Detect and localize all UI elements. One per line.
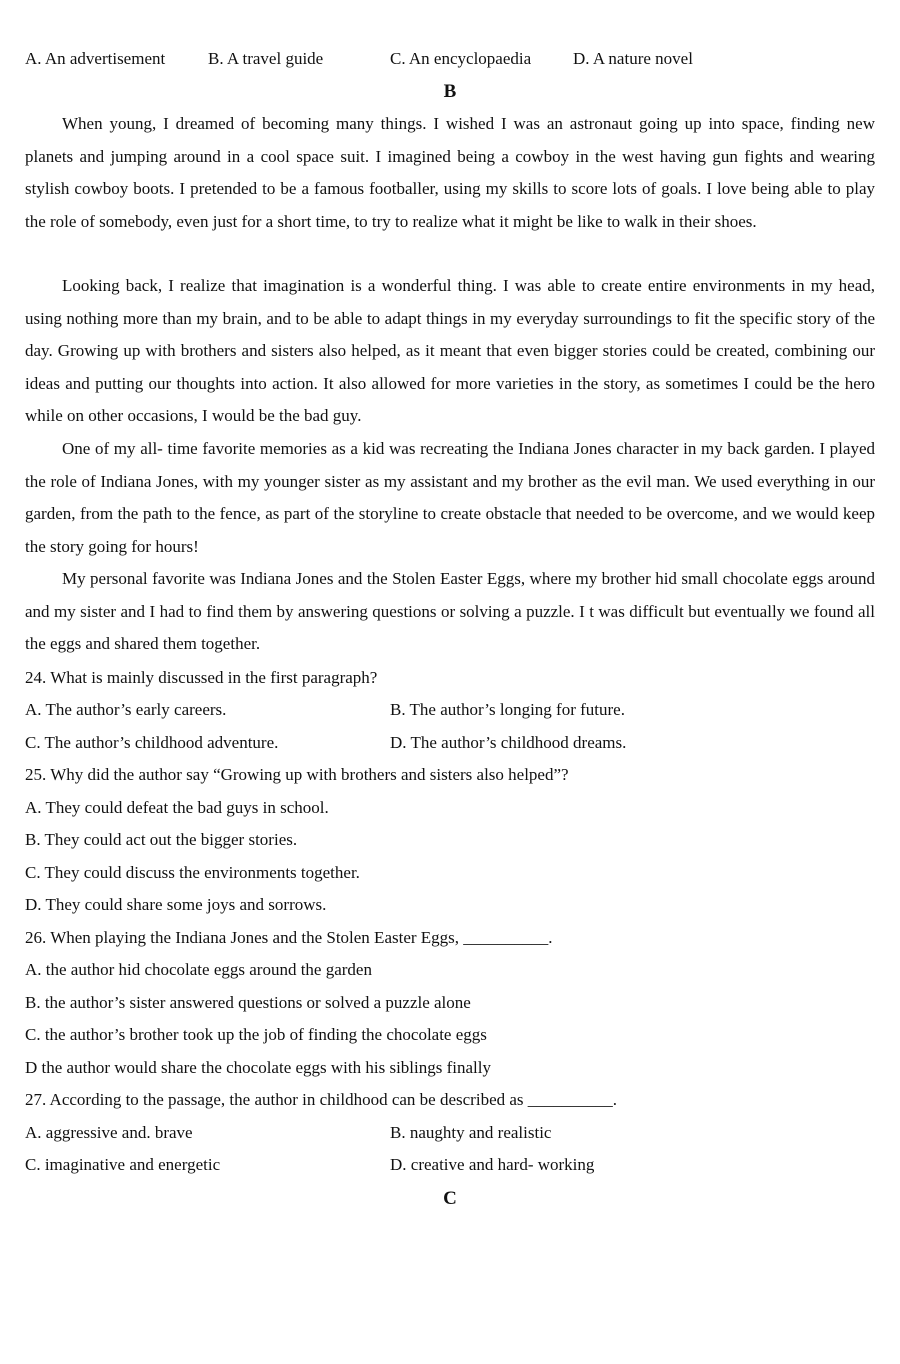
question-25-stem: 25. Why did the author say “Growing up with brothers and sisters also helped”? (25, 765, 569, 784)
passage-paragraph-3: One of my all- time favorite memories as a kid was recreating the Indiana Jones character in my back garden. I played the role of Indiana Jones, with my younger sister as my assistant and my brother as the evil man. We used everything in our garden, from the path to the fence, as part of the storyline to create obstacle that needed to be overcome, and we would keep the story going for hours! (25, 439, 875, 556)
question-24-stem: 24. What is mainly discussed in the first paragraph? (25, 668, 378, 687)
question-27-options-row-1 (0, 1123, 900, 1147)
q24-option-c: C. The author’s childhood adventure. (25, 733, 279, 752)
q26-option-c: C. the author’s brother took up the job of finding the chocolate eggs (25, 1025, 487, 1044)
q25-option-c: C. They could discuss the environments together. (25, 863, 360, 882)
q25-option-d: D. They could share some joys and sorrows. (25, 895, 327, 914)
passage-paragraph-2: Looking back, I realize that imagination is a wonderful thing. I was able to create entire environments in my head, using nothing more than my brain, and to be able to adapt things in my everyday surroundings to fit the specific story of the day. Growing up with brothers and sisters also helped, as it meant that even bigger stories could be created, combining our ideas and putting our thoughts into action. It also allowed for more varieties in the story, as sometimes I could be the hero while on other occasions, I would be the bad guy. (25, 276, 875, 425)
section-b-label: B (443, 81, 457, 102)
q27-option-b: B. naughty and realistic (390, 1123, 552, 1142)
option-d: D. A nature novel (573, 49, 693, 68)
q27-option-a: A. aggressive and. brave (25, 1123, 193, 1142)
q24-option-a: A. The author’s early careers. (25, 700, 227, 719)
q27-option-d: D. creative and hard- working (390, 1155, 595, 1174)
section-c-label: C (443, 1188, 457, 1209)
option-b: B. A travel guide (208, 49, 324, 68)
q24-option-b: B. The author’s longing for future. (390, 700, 625, 719)
question-27-stem: 27. According to the passage, the author in childhood can be described as __________. (25, 1090, 618, 1109)
question-27-options-row-2 (0, 1155, 900, 1179)
question-26-stem: 26. When playing the Indiana Jones and the Stolen Easter Eggs, __________. (25, 928, 553, 947)
passage-paragraph-4: My personal favorite was Indiana Jones and the Stolen Easter Eggs, where my brother hid small chocolate eggs around and my sister and I had to find them by answering questions or solving a puzzle. I t was difficult but eventually we found all the eggs and shared them together. (25, 569, 875, 653)
q27-option-c: C. imaginative and energetic (25, 1155, 221, 1174)
passage-paragraph-1: When young, I dreamed of becoming many things. I wished I was an astronaut going up into space, finding new planets and jumping around in a cool space suit. I imagined being a cowboy in the west having gun fights and wearing stylish cowboy boots. I pretended to be a famous footballer, using my skills to score lots of goals. I love being able to play the role of somebody, even just for a short time, to try to realize what it might be like to walk in their shoes. (25, 114, 875, 231)
q26-option-a: A. the author hid chocolate eggs around the garden (25, 960, 372, 979)
question-24-options-row-1 (0, 700, 900, 724)
option-a: A. An advertisement (25, 49, 166, 68)
prev-question-options (0, 49, 900, 73)
q25-option-b: B. They could act out the bigger stories. (25, 830, 298, 849)
q25-option-a: A. They could defeat the bad guys in school. (25, 798, 329, 817)
q24-option-d: D. The author’s childhood dreams. (390, 733, 627, 752)
q26-option-d: D the author would share the chocolate eggs with his siblings finally (25, 1058, 491, 1077)
option-c: C. An encyclopaedia (390, 49, 532, 68)
question-24-options-row-2 (0, 733, 900, 757)
q26-option-b: B. the author’s sister answered questions or solved a puzzle alone (25, 993, 471, 1012)
